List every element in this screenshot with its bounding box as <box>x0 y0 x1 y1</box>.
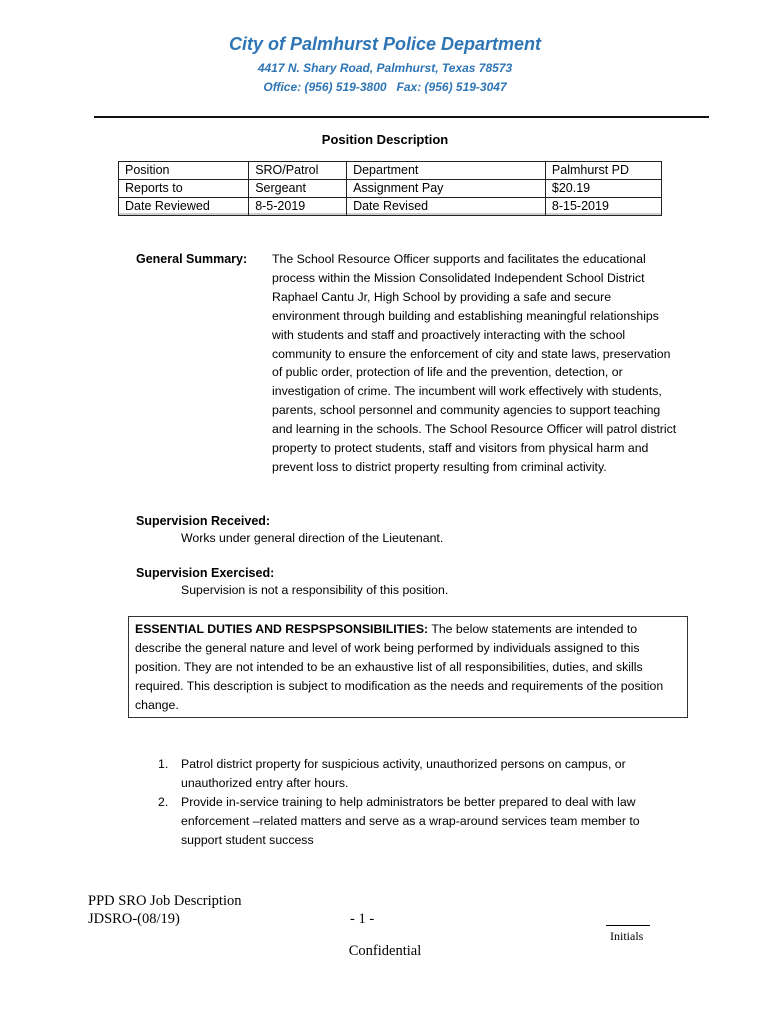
page-number: - 1 - <box>350 911 375 927</box>
initials-label: Initials <box>610 929 644 943</box>
general-summary-label: General Summary: <box>136 252 248 266</box>
table-cell: Assignment Pay <box>347 180 546 198</box>
table-cell: Palmhurst PD <box>545 162 661 180</box>
header-divider <box>94 116 709 118</box>
supervision-received-text: Works under general direction of the Lieutenant. <box>181 531 444 545</box>
table-cell: Date Revised <box>347 198 546 216</box>
table-cell: 8-15-2019 <box>545 198 661 216</box>
document-title: Position Description <box>321 132 449 147</box>
list-item <box>158 755 678 793</box>
essential-duties-label: ESSENTIAL DUTIES AND RESPSPSONSIBILITIES: <box>135 622 429 636</box>
table-row <box>119 198 662 216</box>
table-cell: Sergeant <box>249 180 347 198</box>
table-cell: 8-5-2019 <box>249 198 347 216</box>
list-item-text: Provide in-service training to help administrators be better prepared to deal with law enforcement –related matters and serve as a wrap-around services team member to support student success <box>181 794 640 847</box>
office-phone: Office: (956) 519-3800 <box>263 80 387 94</box>
fax-number: Fax: (956) 519-3047 <box>396 80 507 94</box>
position-info-table <box>118 161 662 216</box>
department-address: 4417 N. Shary Road, Palmhurst, Texas 78573 <box>257 61 513 75</box>
table-cell: Date Reviewed <box>119 198 249 216</box>
table-cell: SRO/Patrol <box>249 162 347 180</box>
department-phone-line <box>0 80 770 94</box>
supervision-exercised-text: Supervision is not a responsibility of this position. <box>181 583 449 597</box>
list-item-text: Patrol district property for suspicious activity, unauthorized persons on campus, or unauthorized entry after hours. <box>181 757 626 790</box>
table-row <box>119 162 662 180</box>
list-item-number: 2. <box>158 794 169 809</box>
table-cell: Department <box>347 162 546 180</box>
footer-doc-code: JDSRO-(08/19) <box>88 911 180 927</box>
essential-duties-text: The below statements are intended to describe the general nature and level of work being performed by individuals assigned to this position. They are not intended to be an exhaustive list of all responsibilities, duties, and skills required. This description is subject to modification as the needs and requirements of the position change. <box>135 622 664 712</box>
table-cell: Position <box>119 162 249 180</box>
essential-duties-box <box>128 616 688 718</box>
list-item <box>158 793 678 850</box>
initials-line <box>606 925 650 926</box>
general-summary-text: The School Resource Officer supports and facilitates the educational process within the Mission Consolidated Independent School District Raphael Cantu Jr, High School by providing a safe and secure environment through building and establishing meaningful relationships with students and staff and proactively interacting with the school community to ensure the enforcement of city and state laws, preservation of public order, protection of life and the prevention, detection, or investigation of crime. The incumbent will work effectively with students, parents, school personnel and community agencies to support teaching and learning in the schools. The School Resource Officer will patrol district property to protect students, staff and visitors from physical harm and prevent loss to district property resulting from criminal activity. <box>272 252 677 474</box>
supervision-exercised-label: Supervision Exercised: <box>136 566 275 580</box>
duties-list <box>158 755 678 850</box>
table-row <box>119 180 662 198</box>
confidential-label: Confidential <box>348 943 422 959</box>
table-cell: Reports to <box>119 180 249 198</box>
footer-doc-name: PPD SRO Job Description <box>88 893 242 909</box>
supervision-received-label: Supervision Received: <box>136 514 271 528</box>
department-title: City of Palmhurst Police Department <box>228 34 542 54</box>
table-cell: $20.19 <box>545 180 661 198</box>
list-item-number: 1. <box>158 757 169 771</box>
